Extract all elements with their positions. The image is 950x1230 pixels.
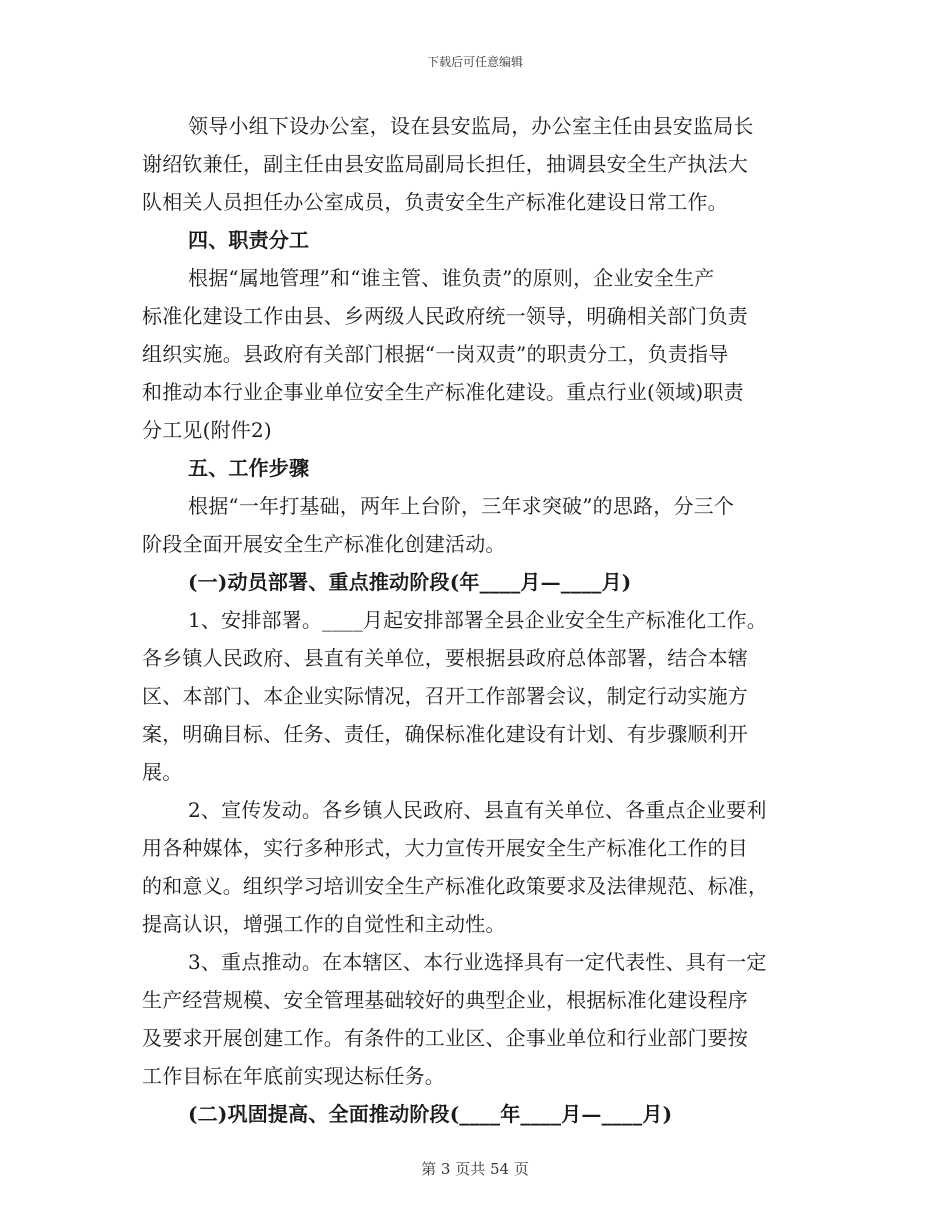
paragraph-line: 根据“一年打基础，两年上台阶，三年求突破”的思路，分三个 <box>188 494 735 518</box>
paragraph-line: 案，明确目标、任务、责任，确保标准化建设有计划、有步骤顺利开 <box>142 722 748 746</box>
paragraph-line: 标准化建设工作由县、乡两级人民政府统一领导，明确相关部门负责 <box>142 304 748 328</box>
document-body <box>142 107 808 1133</box>
paragraph-line: 展。 <box>142 760 183 784</box>
paragraph-line: 的和意义。组织学习培训安全生产标准化政策要求及法律规范、标准， <box>142 874 769 898</box>
paragraph-line: 区、本部门、本企业实际情况，召开工作部署会议，制定行动实施方 <box>142 684 748 708</box>
paragraph-line: 和推动本行业企事业单位安全生产标准化建设。重点行业(领域)职责 <box>142 380 744 404</box>
paragraph-line: 3、重点推动。在本辖区、本行业选择具有一定代表性、具有一定 <box>188 950 767 974</box>
paragraph-line: 2、宣传发动。各乡镇人民政府、县直有关单位、各重点企业要利 <box>188 798 767 822</box>
paragraph-line: 组织实施。县政府有关部门根据“一岗双责”的职责分工，负责指导 <box>142 342 729 366</box>
paragraph-line: 谢绍钦兼任，副主任由县安监局副局长担任，抽调县安全生产执法大 <box>142 152 748 176</box>
paragraph-line: 分工见(附件2) <box>142 418 272 442</box>
paragraph-line: 队相关人员担任办公室成员，负责安全生产标准化建设日常工作。 <box>142 190 728 214</box>
paragraph-line: 1、安排部署。____月起安排部署全县企业安全生产标准化工作。 <box>188 608 767 632</box>
section-heading: (二)巩固提高、全面推动阶段(____年____月—____月) <box>188 1102 673 1126</box>
section-heading: (一)动员部署、重点推动阶段(年____月—____月) <box>188 570 632 594</box>
paragraph-line: 领导小组下设办公室，设在县安监局，办公室主任由县安监局长 <box>188 114 754 138</box>
paragraph-line: 工作目标在年底前实现达标任务。 <box>142 1064 445 1088</box>
paragraph-line: 用各种媒体，实行多种形式，大力宣传开展安全生产标准化工作的目 <box>142 836 748 860</box>
paragraph-line: 生产经营规模、安全管理基础较好的典型企业，根据标准化建设程序 <box>142 988 748 1012</box>
paragraph-line: 及要求开展创建工作。有条件的工业区、企事业单位和行业部门要按 <box>142 1026 748 1050</box>
section-heading: 五、工作步骤 <box>188 456 310 480</box>
page-header: 下载后可任意编辑 <box>426 55 523 69</box>
paragraph-line: 阶段全面开展安全生产标准化创建活动。 <box>142 532 506 556</box>
paragraph-line: 根据“属地管理”和“谁主管、谁负责”的原则，企业安全生产 <box>188 266 715 290</box>
section-heading: 四、职责分工 <box>188 228 310 252</box>
paragraph-line: 提高认识，增强工作的自觉性和主动性。 <box>142 912 506 936</box>
page-footer: 第 3 页共 54 页 <box>421 1160 529 1178</box>
paragraph-line: 各乡镇人民政府、县直有关单位，要根据县政府总体部署，结合本辖 <box>142 646 748 670</box>
